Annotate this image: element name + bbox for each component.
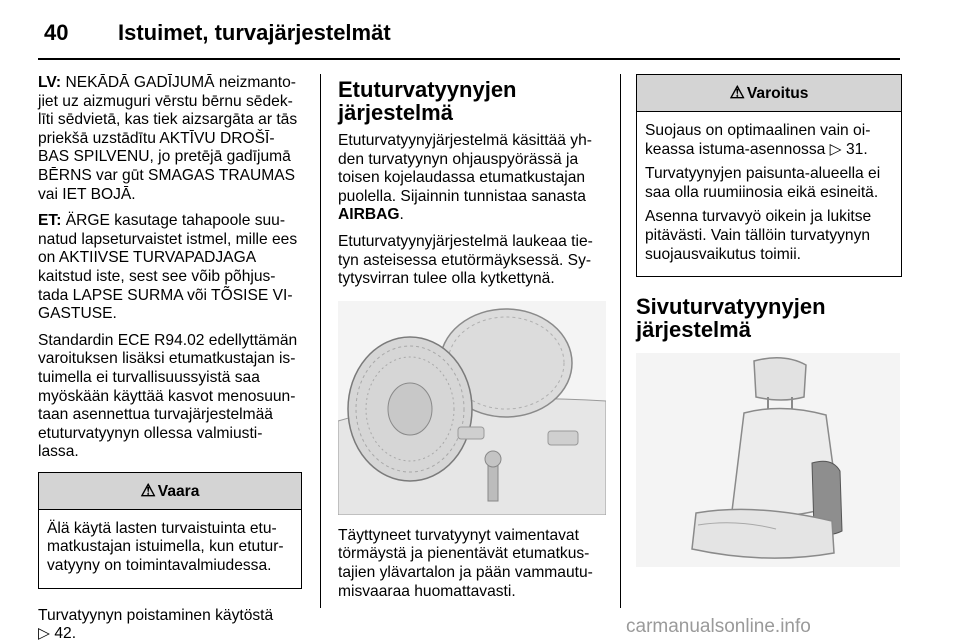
warning-ref-link[interactable]: 31. bbox=[845, 140, 868, 158]
section-heading-side-airbags: Sivuturvatyynyjen järjestelmä bbox=[636, 294, 826, 343]
watermark: carmanualsonline.info bbox=[626, 616, 811, 637]
warning-box-p1 bbox=[645, 122, 893, 159]
section-heading-front-airbags: Etuturvatyynyjen järjestelmä bbox=[338, 77, 517, 125]
et-text: ÄRGE kasutage tahapoole suu-natud lapseturvaistet istmel, mille ees on AKTIIVSE TURVAPADJAGA kaitstud iste, sest see võib põhjus-tada LAPSE SURMA või TÕSISE VI-GASTUSE. bbox=[38, 212, 298, 323]
page-ref-arrow-icon: ▷ bbox=[38, 625, 50, 643]
warning-triangle-icon: ⚠ bbox=[140, 480, 156, 500]
warning-triangle-icon: ⚠ bbox=[729, 83, 745, 102]
lv-text: NEKĀDĀ GADĪJUMĀ neizmanto-jiet uz aizmuguri vērstu bērnu sēdek-līti sēdvietā, kas tiek aizsargāta ar tās priekšā uzstādītu AKTĪVU DROŠĪ-BAS SPILVENU, jo pretējā gadījumā BĒRNS var gūt SMAGAS TRAUMAS vai IET BOJĀ. bbox=[38, 74, 298, 203]
page-title: Istuimet, turvajärjestelmät bbox=[118, 20, 391, 45]
front-airbags-caption: Täyttyneet turvatyynyt vaimentavat törmäystä ja pienentävät etumatkus-tajien ylävartalon ja pään vammautu-misvaaraa huomattavasti. bbox=[338, 526, 593, 600]
danger-box-header bbox=[39, 473, 301, 510]
danger-box bbox=[38, 472, 302, 589]
header-divider bbox=[38, 58, 900, 60]
column-2 bbox=[338, 74, 608, 609]
deactivation-ref-link[interactable]: 42. bbox=[54, 625, 77, 643]
warning-box bbox=[636, 74, 902, 277]
standard-paragraph: Standardin ECE R94.02 edellyttämän varoituksen lisäksi etumatkustajan is-tuimella ei turvallisuussyistä saa myöskään käyttää kasvot menosuun-taan asennettua turvajärjestelmää etuturvatyynyn ollessa valmiusti-lassa. bbox=[38, 331, 298, 461]
warning-box-p3: Asenna turvavyö oikein ja lukitse pitävästi. Vain tällöin turvatyynyn suojausvaikutus toimii. bbox=[645, 208, 872, 263]
page-header bbox=[0, 0, 960, 66]
page-ref-arrow-icon: ▷ bbox=[829, 140, 842, 158]
front-airbag-drawing bbox=[338, 301, 606, 515]
warning-box-p1-text: Suojaus on optimaalinen vain oi-keassa istuma-asennossa bbox=[645, 122, 871, 158]
front-airbags-text: Etuturvatyynyjärjestelmä käsittää yh-den turvatyynyn ohjauspyörässä ja toisen kojelaudassa etumatkustajan puolella. Sijainnin tunnistaa sanasta bbox=[338, 132, 592, 205]
danger-box-title: Vaara bbox=[157, 482, 200, 500]
deactivation-paragraph bbox=[38, 607, 302, 644]
front-airbag-illustration bbox=[338, 301, 606, 515]
warning-box-header bbox=[637, 75, 901, 112]
danger-box-body bbox=[39, 510, 301, 588]
page-number: 40 bbox=[44, 20, 69, 45]
danger-box-text: Älä käytä lasten turvaistuinta etu-matkustajan istuimella, kun etutur-vatyyny on toimintavalmiudessa. bbox=[47, 519, 284, 575]
front-airbags-paragraph-2: Etuturvatyynyjärjestelmä laukeaa tie-tyn asteisessa etutörmäyksessä. Sy-tytysvirran tulee olla kytkettynä. bbox=[338, 232, 593, 288]
warning-box-p2: Turvatyynyjen paisunta-alueella ei saa olla ruumiinosia eikä esineitä. bbox=[645, 165, 881, 201]
et-paragraph bbox=[38, 212, 302, 324]
warning-box-title: Varoitus bbox=[746, 85, 809, 102]
column-1 bbox=[38, 74, 302, 644]
sentence-end: . bbox=[399, 206, 404, 224]
side-airbag-illustration bbox=[636, 353, 900, 567]
deactivation-text: Turvatyynyn poistaminen käytöstä bbox=[38, 606, 274, 624]
lv-paragraph bbox=[38, 74, 302, 204]
warning-box-body bbox=[637, 112, 901, 276]
column-divider bbox=[320, 74, 321, 608]
column-3 bbox=[636, 74, 902, 579]
et-label: ET: bbox=[38, 212, 62, 230]
side-airbag-drawing bbox=[636, 353, 900, 567]
lv-label: LV: bbox=[38, 74, 62, 91]
column-divider bbox=[620, 74, 621, 608]
front-airbags-paragraph-1 bbox=[338, 132, 608, 225]
airbag-keyword: AIRBAG bbox=[338, 206, 400, 224]
